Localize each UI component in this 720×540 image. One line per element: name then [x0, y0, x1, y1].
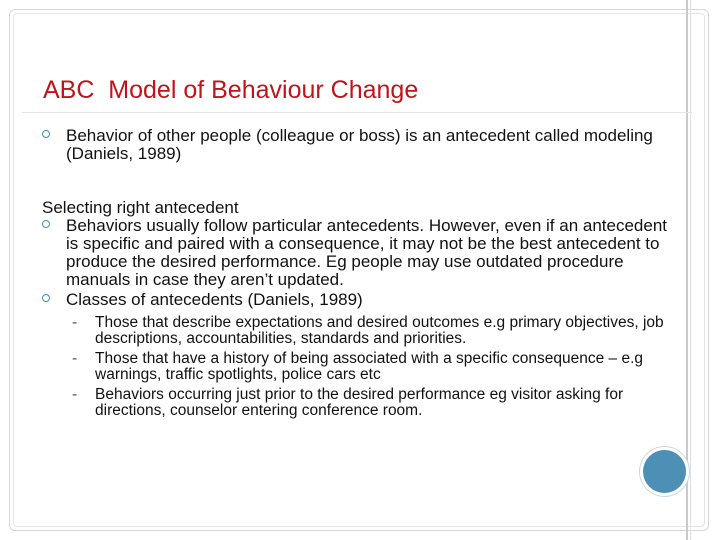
- circle-bullet-icon: [42, 130, 50, 138]
- sub-list: [42, 315, 682, 419]
- title-divider: [22, 112, 692, 113]
- sub-list-item: [42, 351, 682, 383]
- dash-bullet: -: [72, 350, 78, 367]
- sub-list-item: [42, 315, 682, 347]
- bullet-item: [42, 291, 682, 309]
- circle-bullet-icon: [42, 294, 50, 302]
- circle-bullet-icon: [42, 220, 50, 228]
- sub-list-item-text: Behaviors occurring just prior to the desired performance eg visitor asking for directions, counselor entering conference room.: [95, 386, 624, 419]
- sub-list-item-text: Those that have a history of being associated with a specific consequence – e.g warnings, traffic spotlights, police cars etc: [95, 350, 644, 383]
- bullet-intro-text: Behavior of other people (colleague or boss) is an antecedent called modeling (Daniels, 1989): [66, 126, 653, 163]
- bullet-intro: [42, 127, 682, 163]
- slide-title: ABC Model of Behaviour Change: [43, 76, 419, 104]
- dash-bullet: -: [72, 386, 78, 403]
- decorative-vertical-line-thin: [690, 0, 691, 540]
- bullet-item-text: Classes of antecedents (Daniels, 1989): [66, 290, 363, 309]
- decorative-vertical-line: [686, 0, 688, 540]
- sub-list-item: [42, 387, 682, 419]
- sub-list-item-text: Those that describe expectations and desired outcomes e.g primary objectives, job descriptions, accountabilities, standards and priorities.: [95, 314, 664, 347]
- section-heading: Selecting right antecedent: [42, 198, 239, 217]
- bullet-item-text: Behaviors usually follow particular antecedents. However, even if an antecedent is specific and paired with a consequence, it may not be the best antecedent to produce the desired performance. Eg people may use outdated procedure manuals in case they aren’t updated.: [66, 216, 668, 289]
- bullet-item: [42, 217, 682, 289]
- slide-content: [42, 127, 682, 423]
- decorative-circle: [643, 450, 686, 493]
- dash-bullet: -: [72, 314, 78, 331]
